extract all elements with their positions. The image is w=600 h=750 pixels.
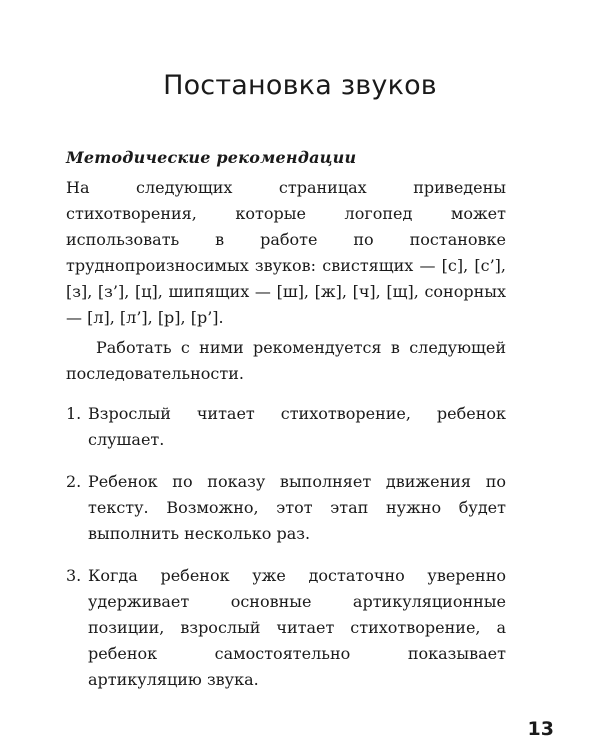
step-number: 2.	[66, 472, 82, 491]
sequence-paragraph: Работать с ними рекомендуется в следующей последовательности.	[66, 338, 506, 383]
intro-paragraph: На следующих страницах приведены стихотворения, которые логопед может использовать в работе по постановке труднопроизносимых звуков: свистящих — [с], [с’], [з], [з’], [ц], шипящих — [ш], [ж], [ч], [щ], сонорных — [л], [л’], [р], [р’].	[66, 178, 506, 327]
step-text: Взрослый читает стихотворение, ребенок слушает.	[88, 404, 506, 449]
step-number: 3.	[66, 566, 82, 585]
step-item	[66, 469, 506, 547]
page-number: 13	[527, 718, 554, 740]
step-item	[66, 401, 506, 453]
page-title: Постановка звуков	[163, 70, 437, 101]
step-number: 1.	[66, 404, 82, 423]
step-text: Ребенок по показу выполняет движения по тексту. Возможно, этот этап нужно будет выполнить несколько раз.	[88, 472, 506, 543]
step-text: Когда ребенок уже достаточно уверенно удерживает основные артикуляционные позиции, взрослый читает стихотворение, а ребенок самостоятельно показывает артикуляцию звука.	[88, 566, 506, 689]
steps-list	[66, 401, 506, 693]
section-heading: Методические рекомендации	[66, 148, 357, 167]
page-content	[66, 145, 506, 709]
step-item	[66, 563, 506, 693]
